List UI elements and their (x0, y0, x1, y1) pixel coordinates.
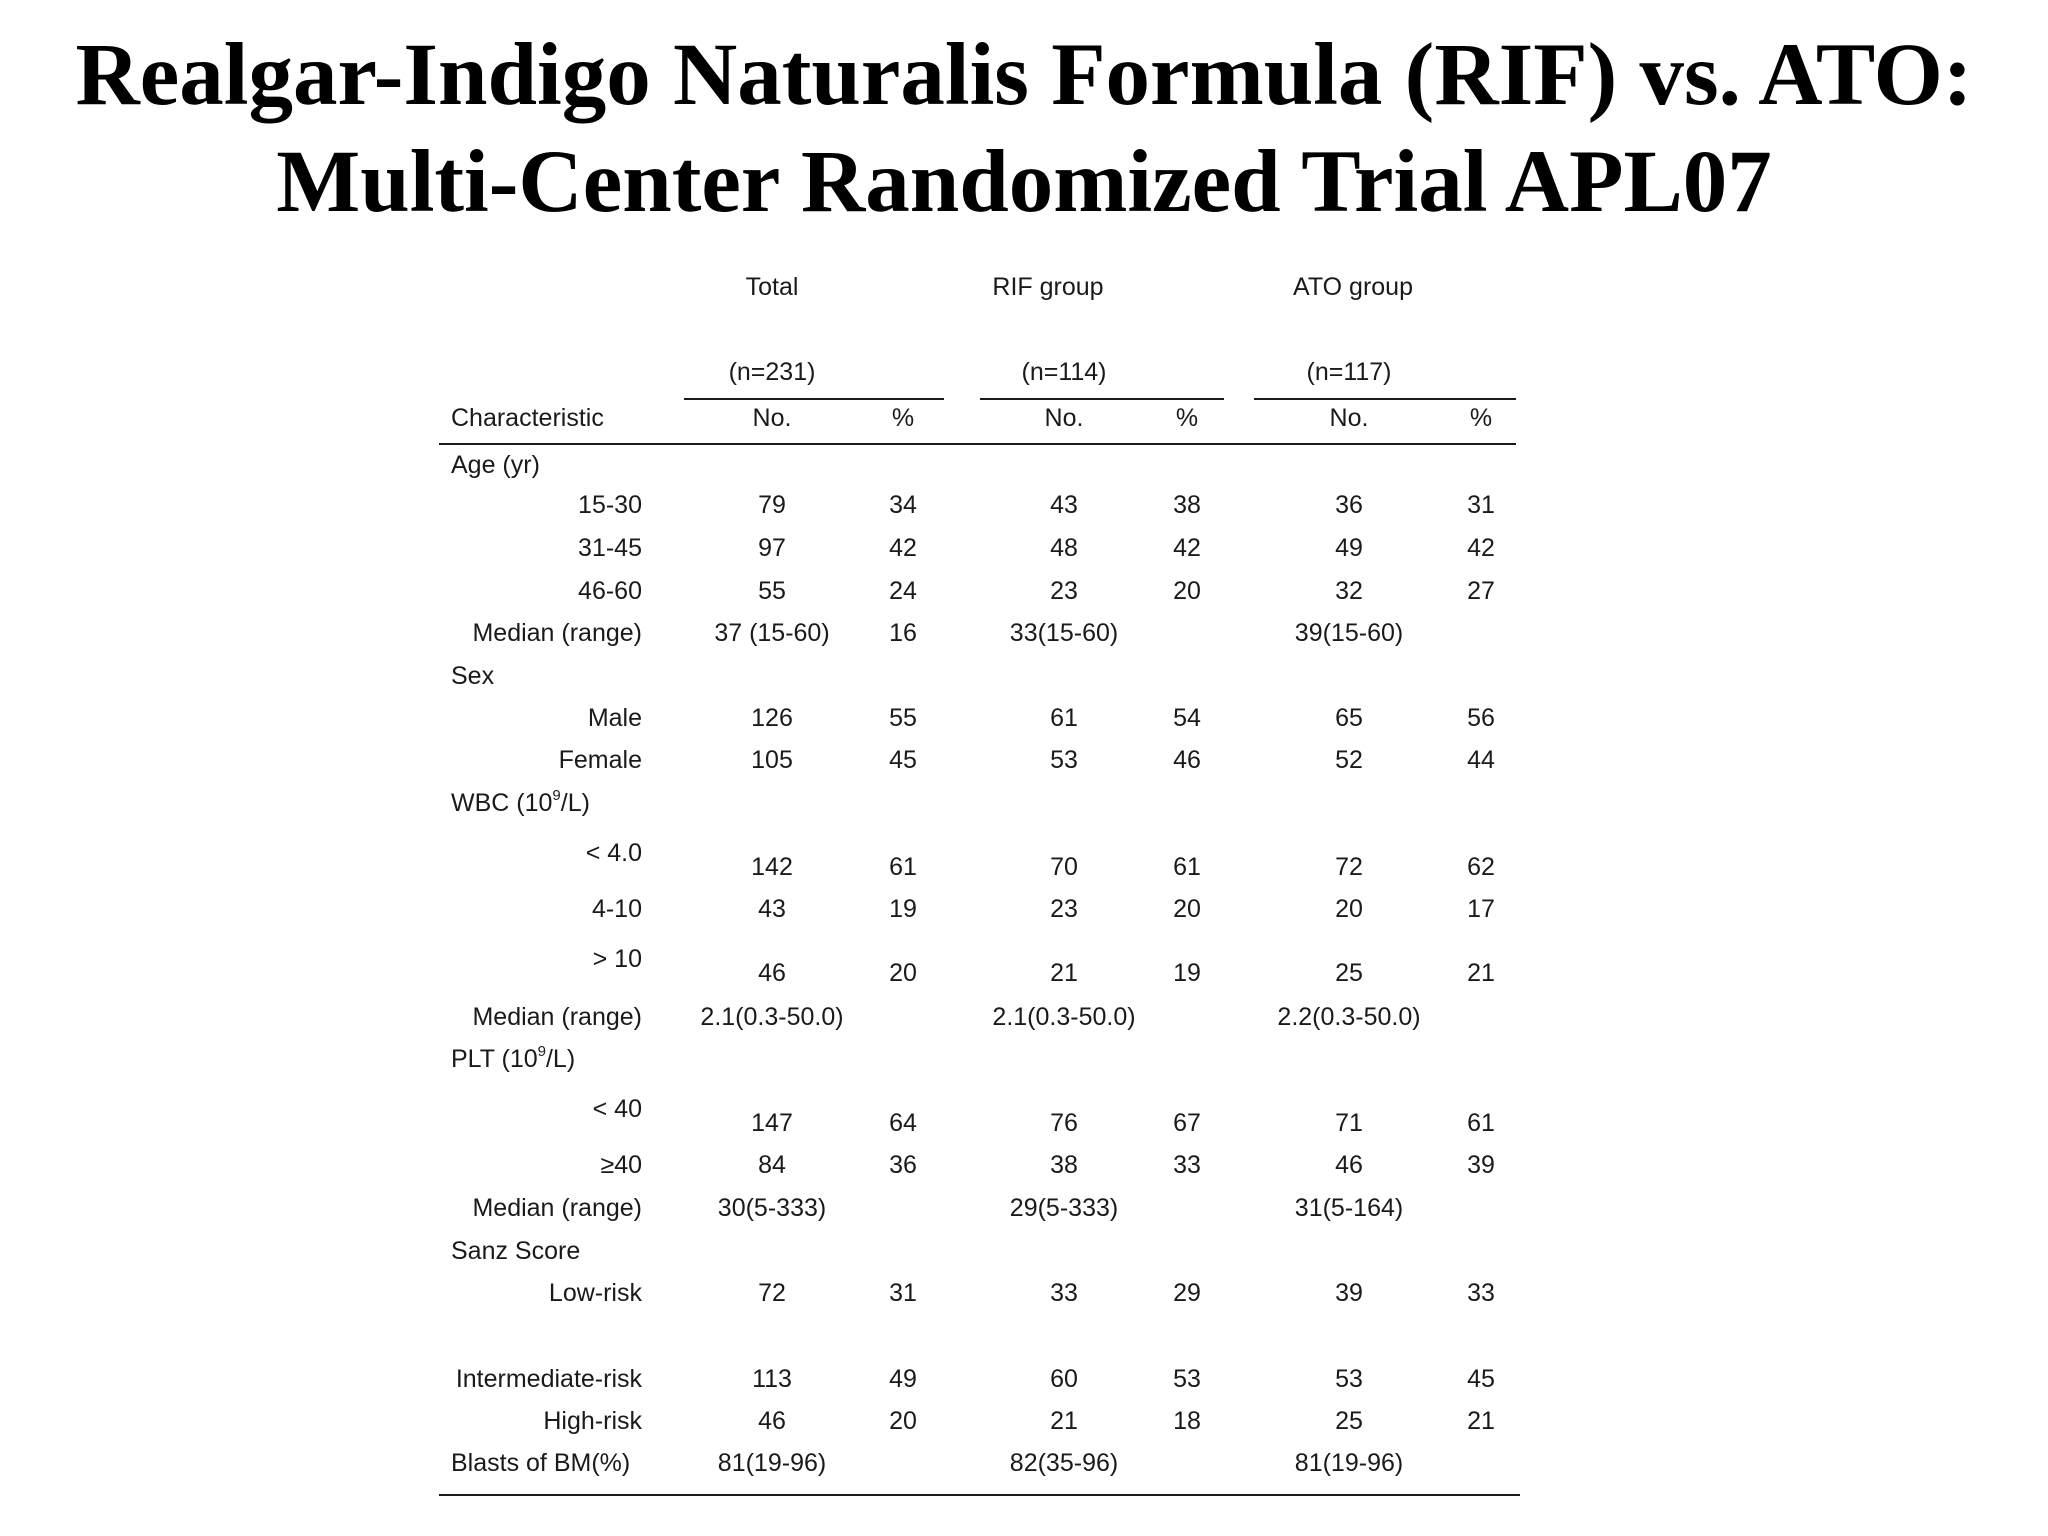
rif-no: 82(35-96) (1009, 1449, 1119, 1477)
rif-no: 53 (1050, 746, 1078, 774)
total-no: 43 (758, 895, 786, 923)
ato-pct: 44 (1467, 746, 1495, 774)
total-pct: 49 (889, 1365, 917, 1393)
row-label: Median (range) (472, 1194, 642, 1222)
row-label: Median (range) (472, 619, 642, 647)
group-n-ato: (n=117) (1306, 358, 1392, 386)
rif-no: 48 (1050, 534, 1078, 562)
rif-pct: 29 (1173, 1279, 1201, 1307)
total-pct: 36 (889, 1151, 917, 1179)
section-label-age: Age (yr) (451, 451, 540, 479)
row-label: 31-45 (578, 534, 642, 562)
ato-pct: 42 (1467, 534, 1495, 562)
ato-no: 32 (1335, 577, 1363, 605)
total-pct: 31 (889, 1279, 917, 1307)
section-label-sanz: Sanz Score (451, 1237, 581, 1265)
ato-no: 39 (1335, 1279, 1363, 1307)
rif-no: 76 (1050, 1109, 1078, 1137)
ato-no: 31(5-164) (1294, 1194, 1404, 1222)
total-pct: 61 (889, 853, 917, 881)
rif-no: 21 (1050, 959, 1078, 987)
total-no: 81(19-96) (717, 1449, 827, 1477)
total-pct: 20 (889, 1407, 917, 1435)
col-header-rif-pct: % (1175, 404, 1199, 432)
total-pct: 24 (889, 577, 917, 605)
total-no: 79 (758, 491, 786, 519)
group-n-total: (n=231) (728, 358, 816, 386)
rif-pct: 20 (1173, 577, 1201, 605)
total-pct: 34 (889, 491, 917, 519)
group-header-ato: ATO group (1293, 273, 1413, 301)
total-no: 105 (751, 746, 793, 774)
total-pct: 19 (889, 895, 917, 923)
ato-no: 25 (1335, 1407, 1363, 1435)
group-rule-total (684, 398, 944, 400)
total-no: 97 (758, 534, 786, 562)
group-rule-rif (980, 398, 1224, 400)
ato-pct: 31 (1467, 491, 1495, 519)
rif-pct: 20 (1173, 895, 1201, 923)
total-no: 37 (15-60) (714, 619, 830, 647)
total-pct: 55 (889, 704, 917, 732)
rif-no: 33 (1050, 1279, 1078, 1307)
ato-no: 36 (1335, 491, 1363, 519)
ato-pct: 61 (1467, 1109, 1495, 1137)
table-bottom-rule (439, 1494, 1520, 1496)
row-label: < 40 (592, 1095, 642, 1123)
row-label: Blasts of BM(%) (451, 1449, 631, 1477)
total-no: 113 (752, 1365, 792, 1393)
row-label: 46-60 (578, 577, 642, 605)
row-label: ≥40 (600, 1151, 642, 1179)
total-no: 126 (751, 704, 793, 732)
section-label-plt: PLT $(10^9/L)$ (451, 1042, 576, 1073)
row-label: > 10 (592, 945, 642, 973)
rif-no: 29(5-333) (1009, 1194, 1119, 1222)
row-label: Male (587, 704, 642, 732)
ato-pct: 45 (1467, 1365, 1495, 1393)
characteristic-header: Characteristic (451, 404, 604, 432)
ato-pct: 21 (1467, 959, 1495, 987)
total-no: 147 (751, 1109, 793, 1137)
ato-no: 39(15-60) (1294, 619, 1404, 647)
total-no: 30(5-333) (717, 1194, 827, 1222)
row-label: Female (558, 746, 642, 774)
rif-pct: 54 (1173, 704, 1201, 732)
ato-pct: 17 (1467, 895, 1495, 923)
ato-no: 71 (1335, 1109, 1363, 1137)
title-line-1: Realgar-Indigo Naturalis Formula (RIF) vs. ATO: (75, 26, 1973, 124)
section-label-sex: Sex (451, 662, 495, 690)
col-header-total-pct: % (891, 404, 915, 432)
row-label: Intermediate-risk (455, 1365, 642, 1393)
ato-no: 72 (1335, 853, 1363, 881)
row-label: 4-10 (591, 895, 642, 923)
ato-pct: 62 (1467, 853, 1495, 881)
total-no: 46 (758, 959, 786, 987)
ato-no: 52 (1335, 746, 1363, 774)
ato-no: 46 (1335, 1151, 1363, 1179)
row-label: Low-risk (548, 1279, 642, 1307)
total-pct: 42 (889, 534, 917, 562)
rif-no: 61 (1050, 704, 1078, 732)
ato-no: 25 (1335, 959, 1363, 987)
ato-no: 53 (1335, 1365, 1363, 1393)
rif-no: 43 (1050, 491, 1078, 519)
group-header-total: Total (745, 273, 799, 301)
rif-pct: 46 (1173, 746, 1201, 774)
col-header-rif-no: No. (1044, 404, 1084, 432)
total-no: 72 (758, 1279, 786, 1307)
rif-pct: 18 (1173, 1407, 1201, 1435)
total-no: 2.1(0.3-50.0) (700, 1003, 844, 1031)
rif-no: 21 (1050, 1407, 1078, 1435)
rif-pct: 67 (1173, 1109, 1201, 1137)
rif-no: 2.1(0.3-50.0) (992, 1003, 1136, 1031)
ato-pct: 21 (1467, 1407, 1495, 1435)
rif-no: 70 (1050, 853, 1078, 881)
ato-no: 49 (1335, 534, 1363, 562)
rif-no: 33(15-60) (1009, 619, 1119, 647)
ato-no: 2.2(0.3-50.0) (1277, 1003, 1421, 1031)
rif-no: 60 (1050, 1365, 1078, 1393)
rif-no: 23 (1050, 895, 1078, 923)
total-pct: 45 (889, 746, 917, 774)
rif-pct: 19 (1173, 959, 1201, 987)
group-rule-ato (1254, 398, 1516, 400)
rif-no: 38 (1050, 1151, 1078, 1179)
group-n-rif: (n=114) (1021, 358, 1107, 386)
total-no: 46 (758, 1407, 786, 1435)
total-pct: 64 (889, 1109, 917, 1137)
rif-no: 23 (1050, 577, 1078, 605)
rif-pct: 53 (1173, 1365, 1201, 1393)
row-label: Median (range) (472, 1003, 642, 1031)
row-label: < 4.0 (585, 839, 642, 867)
rif-pct: 42 (1173, 534, 1201, 562)
col-header-ato-pct: % (1469, 404, 1493, 432)
ato-pct: 39 (1467, 1151, 1495, 1179)
ato-no: 65 (1335, 704, 1363, 732)
row-label: High-risk (543, 1407, 642, 1435)
group-header-rif: RIF group (992, 273, 1104, 301)
ato-no: 81(19-96) (1294, 1449, 1404, 1477)
total-pct: 20 (889, 959, 917, 987)
title-line-2: Multi-Center Randomized Trial APL07 (276, 133, 1772, 231)
total-no: 142 (751, 853, 793, 881)
ato-pct: 56 (1467, 704, 1495, 732)
header-bottom-rule (439, 443, 1516, 445)
rif-pct: 61 (1173, 853, 1201, 881)
total-no: 84 (758, 1151, 786, 1179)
ato-no: 20 (1335, 895, 1363, 923)
row-label: 15-30 (578, 491, 642, 519)
rif-pct: 33 (1173, 1151, 1201, 1179)
col-header-total-no: No. (752, 404, 792, 432)
total-pct: 16 (889, 619, 917, 647)
ato-pct: 27 (1467, 577, 1495, 605)
col-header-ato-no: No. (1329, 404, 1369, 432)
ato-pct: 33 (1467, 1279, 1495, 1307)
section-label-wbc: WBC $(10^9/L)$ (451, 786, 590, 817)
rif-pct: 38 (1173, 491, 1201, 519)
total-no: 55 (758, 577, 786, 605)
